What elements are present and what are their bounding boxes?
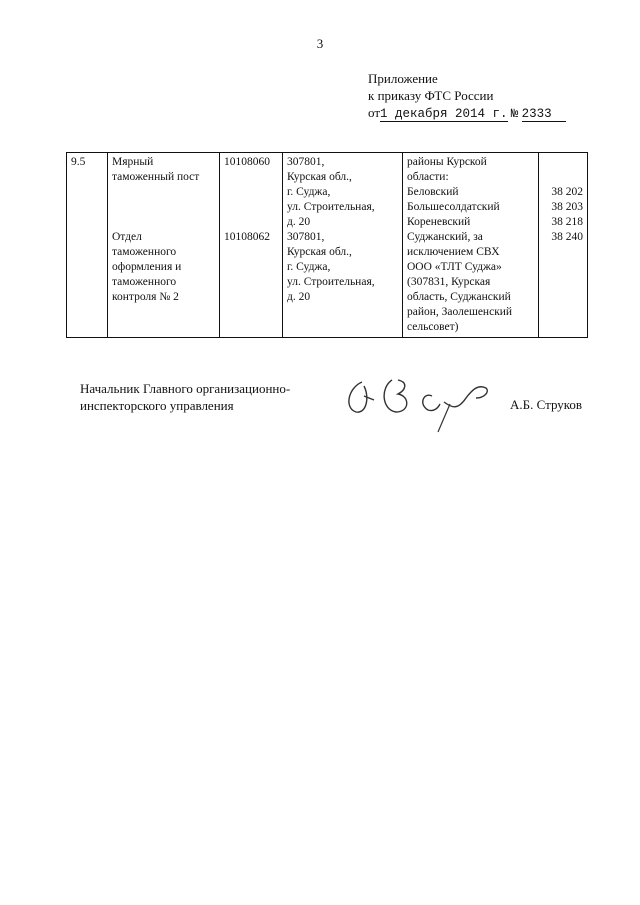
- address-line: ул. Строительная,: [287, 276, 375, 288]
- region-line: Кореневский: [407, 216, 471, 228]
- post-codes-cell: [220, 153, 283, 338]
- address-line: ул. Строительная,: [287, 201, 375, 213]
- signatory-title-line: Начальник Главного организационно-: [80, 381, 291, 396]
- post-name-line: оформления и: [112, 261, 182, 273]
- addresses-cell: [283, 153, 403, 338]
- region-line: районы Курской: [407, 156, 487, 168]
- order-line: [368, 104, 566, 123]
- address-line: д. 20: [287, 291, 311, 303]
- post-name-line: таможенный пост: [112, 171, 200, 183]
- region-line: Суджанский, за: [407, 231, 483, 243]
- page-number: 3: [316, 36, 324, 51]
- region-code: 38 218: [551, 216, 583, 228]
- region-code: 38 202: [551, 186, 583, 198]
- region-codes-cell: [539, 153, 588, 338]
- regions-cell: [403, 153, 539, 338]
- region-line: (307831, Курская: [407, 276, 491, 288]
- post-code: 10108060: [224, 156, 270, 168]
- order-number: 2333: [522, 107, 566, 122]
- post-name-line: таможенного: [112, 246, 177, 258]
- region-line: области:: [407, 171, 449, 183]
- order-date: 1 декабря 2014 г.: [380, 107, 508, 121]
- post-name-line: Мярный: [112, 156, 154, 168]
- handwritten-signature: [340, 368, 520, 438]
- region-line: область, Суджанский: [407, 291, 511, 303]
- address-line: д. 20: [287, 216, 311, 228]
- signatory-name: А.Б. Струков: [510, 397, 583, 412]
- region-line: исключением СВХ: [407, 246, 500, 258]
- signatory-title: [80, 380, 290, 414]
- region-code: 38 203: [551, 201, 583, 213]
- region-line: ООО «ТЛТ Суджа»: [407, 261, 502, 273]
- region-line: район, Заолешенский: [407, 306, 513, 318]
- signatory-title-line: инспекторского управления: [80, 398, 234, 413]
- appendix-header: [368, 70, 566, 123]
- post-name-line: Отдел: [112, 231, 142, 243]
- region-line: сельсовет): [407, 321, 459, 333]
- address-line: г. Суджа,: [287, 186, 331, 198]
- order-prefix: от: [368, 105, 381, 120]
- appendix-order-ref: к приказу ФТС России: [368, 88, 494, 103]
- region-line: Беловский: [407, 186, 459, 198]
- address-line: 307801,: [287, 231, 325, 243]
- post-code: 10108062: [224, 231, 270, 243]
- row-number: 9.5: [67, 153, 108, 338]
- table-row: [67, 153, 588, 338]
- post-name-line: контроля № 2: [112, 291, 179, 303]
- address-line: г. Суджа,: [287, 261, 331, 273]
- region-code: 38 240: [551, 231, 583, 243]
- order-number-sign: №: [510, 107, 519, 121]
- post-names-cell: [108, 153, 220, 338]
- appendix-title: Приложение: [368, 71, 438, 86]
- region-line: Большесолдатский: [407, 201, 500, 213]
- customs-posts-table: [66, 152, 588, 338]
- address-line: Курская обл.,: [287, 246, 352, 258]
- post-name-line: таможенного: [112, 276, 177, 288]
- address-line: 307801,: [287, 156, 325, 168]
- address-line: Курская обл.,: [287, 171, 352, 183]
